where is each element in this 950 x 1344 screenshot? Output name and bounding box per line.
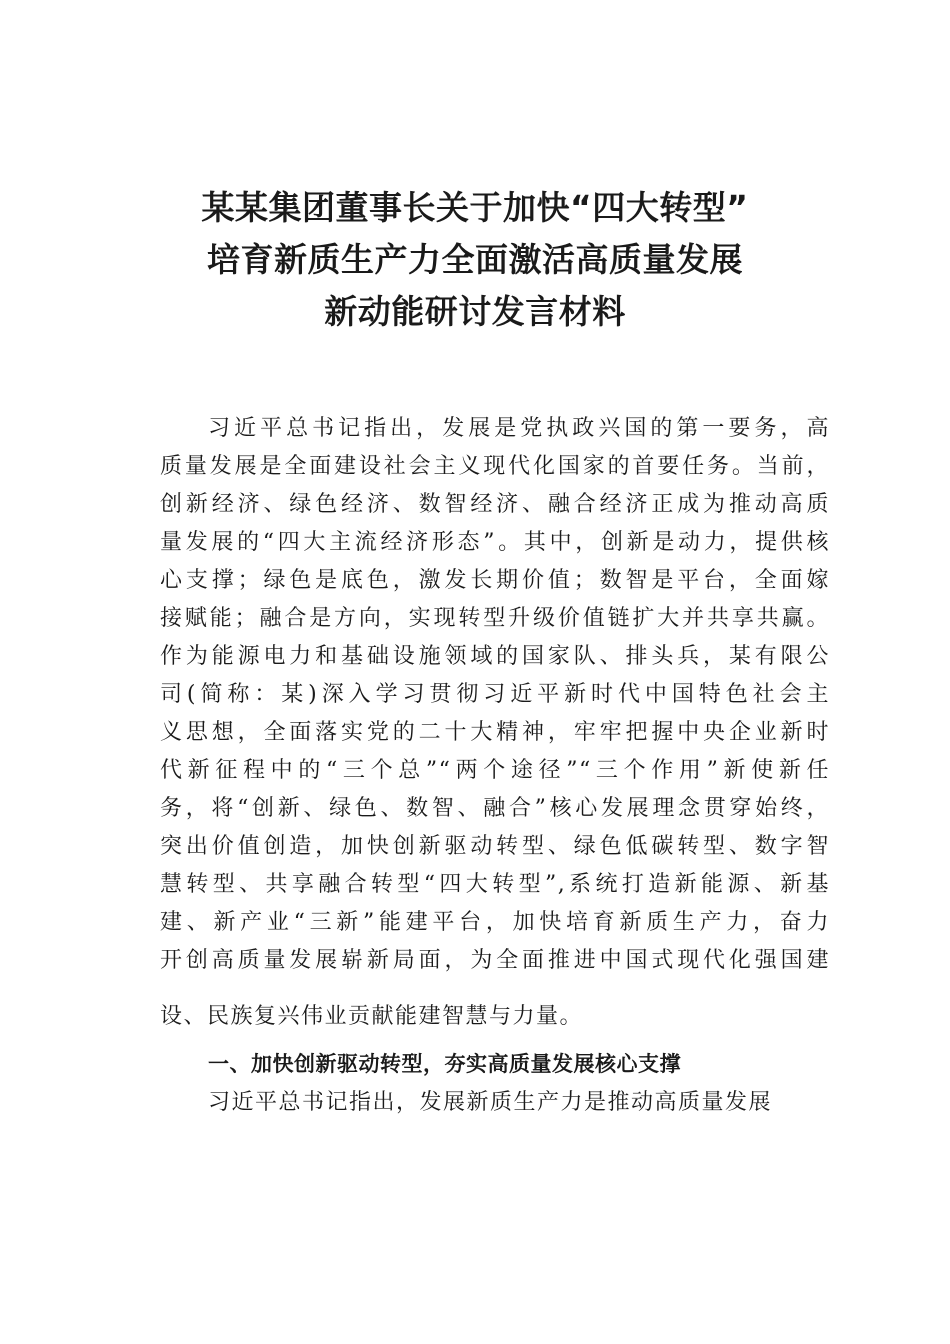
paragraph-line: 质量发展是全面建设社会主义现代化国家的首要任务。当前， — [160, 454, 830, 479]
paragraph-line: 突出价值创造，加快创新驱动转型、绿色低碳转型、数字智 — [160, 834, 830, 859]
document-title — [0, 182, 950, 338]
document-body — [160, 410, 830, 1122]
paragraph-line: 义思想，全面落实党的二十大精神，牢牢把握中央企业新时 — [160, 720, 830, 745]
title-line-3: 新动能研讨发言材料 — [324, 292, 626, 331]
paragraph-line: 作为能源电力和基础设施领域的国家队、排头兵，某有限公 — [160, 644, 830, 669]
paragraph-line: 习近平总书记指出，发展新质生产力是推动高质量发展 — [208, 1090, 773, 1115]
paragraph-intro — [160, 410, 830, 1036]
paragraph-line: 设、民族复兴伟业贡献能建智慧与力量。 — [160, 1004, 584, 1029]
paragraph-line: 务，将“创新、绿色、数智、融合”核心发展理念贯穿始终， — [160, 796, 830, 821]
title-line-1: 某某集团董事长关于加快“四大转型” — [201, 188, 749, 227]
paragraph-line: 心支撑；绿色是底色，激发长期价值；数智是平台，全面嫁 — [160, 568, 830, 593]
section-heading: 一、加快创新驱动转型，夯实高质量发展核心支撑 — [208, 1052, 681, 1076]
paragraph-line: 习近平总书记指出，发展是党执政兴国的第一要务，高 — [208, 416, 830, 441]
paragraph-line: 创新经济、绿色经济、数智经济、融合经济正成为推动高质 — [160, 492, 830, 517]
paragraph-line: 开创高质量发展崭新局面，为全面推进中国式现代化强国建 — [160, 948, 830, 973]
paragraph-line: 建、新产业“三新”能建平台，加快培育新质生产力，奋力 — [160, 910, 830, 935]
paragraph-line: 接赋能；融合是方向，实现转型升级价值链扩大并共享共赢。 — [160, 606, 830, 631]
title-line-2: 培育新质生产力全面激活高质量发展 — [207, 240, 743, 279]
paragraph-line: 量发展的“四大主流经济形态”。其中，创新是动力，提供核 — [160, 530, 830, 555]
paragraph-line: 司(简称：某)深入学习贯彻习近平新时代中国特色社会主 — [160, 682, 830, 707]
paragraph-line: 慧转型、共享融合转型“四大转型”,系统打造新能源、新基 — [160, 872, 830, 897]
paragraph-line: 代新征程中的“三个总”“两个途径”“三个作用”新使新任 — [160, 758, 830, 783]
paragraph-section-1 — [160, 1084, 830, 1122]
